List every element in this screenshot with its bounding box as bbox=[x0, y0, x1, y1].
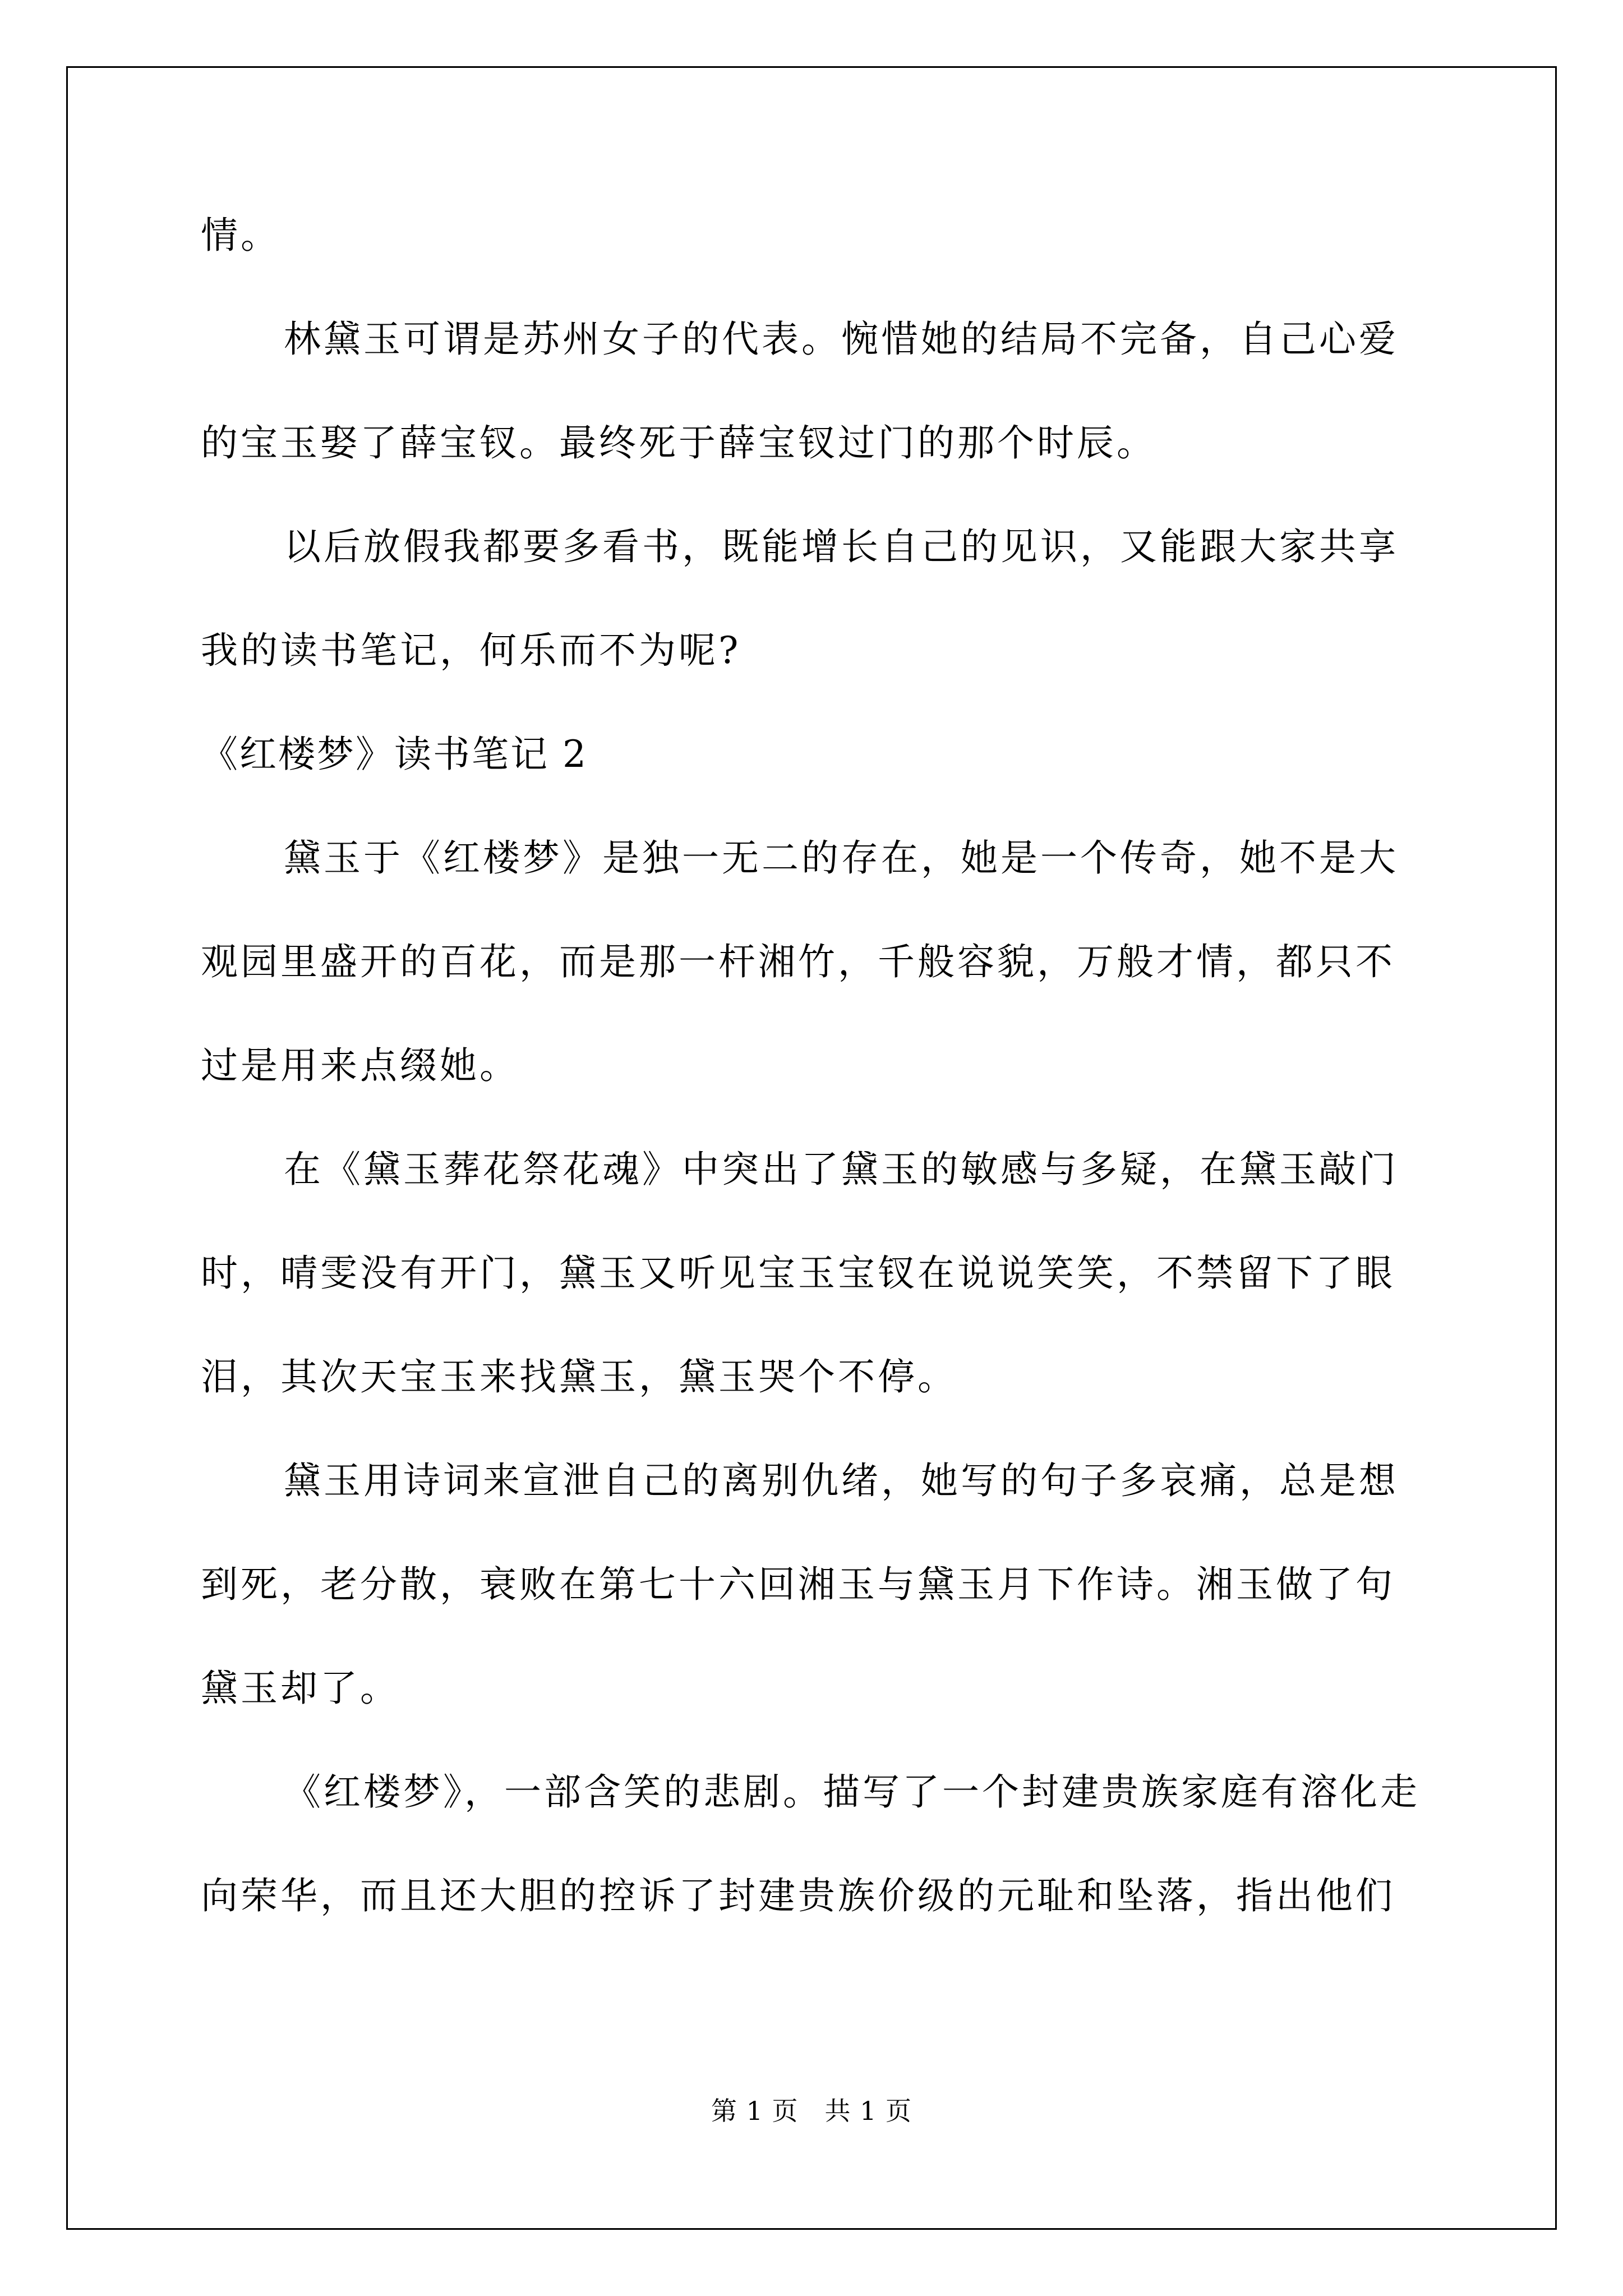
paragraph-start-line: 林黛玉可谓是苏州女子的代表。惋惜她的结局不完备，自己心爱 bbox=[284, 318, 1399, 361]
paragraph-start-line: 以后放假我都要多看书，既能增长自己的见识，又能跟大家共享 bbox=[284, 525, 1399, 568]
paragraph-start-line: 黛玉于《红楼梦》是独一无二的存在，她是一个传奇，她不是大 bbox=[284, 836, 1399, 880]
paragraph-start-line: 《红楼梦》，一部含笑的悲剧。描写了一个封建贵族家庭有溶化走 bbox=[284, 1770, 1420, 1814]
body-line: 的宝玉娶了薛宝钗。最终死于薛宝钗过门的那个时辰。 bbox=[201, 421, 1156, 464]
document-body bbox=[201, 213, 1429, 1977]
body-line: 观园里盛开的百花，而是那一杆湘竹，千般容貌，万般才情，都只不 bbox=[201, 940, 1395, 983]
paragraph-start-line: 在《黛玉葬花祭花魂》中突出了黛玉的敏感与多疑，在黛玉敲门 bbox=[284, 1148, 1399, 1191]
body-line: 我的读书笔记，何乐而不为呢? bbox=[201, 629, 741, 672]
body-line: 黛玉却了。 bbox=[201, 1667, 400, 1710]
body-line: 情。 bbox=[201, 214, 280, 257]
body-line: 泪，其次天宝玉来找黛玉，黛玉哭个不停。 bbox=[201, 1355, 957, 1398]
body-line: 向荣华，而且还大胆的控诉了封建贵族价级的元耻和坠落，指出他们 bbox=[201, 1874, 1395, 1917]
body-line: 到死，老分散，衰败在第七十六回湘玉与黛玉月下作诗。湘玉做了句 bbox=[201, 1563, 1395, 1606]
body-line: 过是用来点缀她。 bbox=[201, 1044, 519, 1087]
body-line: 时，晴雯没有开门，黛玉又听见宝玉宝钗在说说笑笑，不禁留下了眼 bbox=[201, 1251, 1395, 1295]
section-heading: 《红楼梦》读书笔记 2 bbox=[201, 733, 588, 776]
paragraph-start-line: 黛玉用诗词来宣泄自己的离别仇绪，她写的句子多哀痛，总是想 bbox=[284, 1459, 1399, 1502]
page-footer: 第 1 页 共 1 页 bbox=[711, 2096, 912, 2126]
